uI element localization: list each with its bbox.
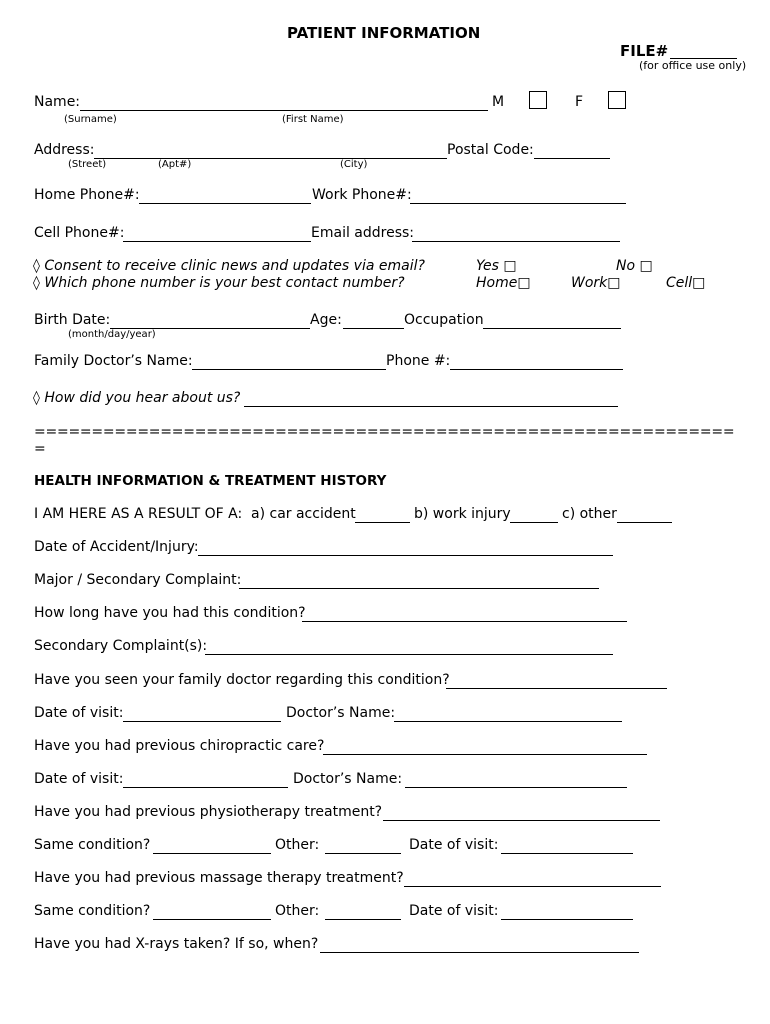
age-field[interactable] bbox=[343, 328, 404, 329]
address-field[interactable] bbox=[94, 158, 447, 159]
female-checkbox[interactable] bbox=[608, 91, 626, 109]
massage-label: Have you had previous massage therapy treatment? bbox=[34, 870, 404, 886]
consent-question: ◊ Consent to receive clinic news and updates via email? bbox=[33, 258, 425, 274]
massage-other-label: Other: bbox=[275, 903, 320, 919]
separator-line-wrap: = bbox=[34, 441, 46, 457]
page-title: PATIENT INFORMATION bbox=[287, 24, 481, 42]
surname-hint: (Surname) bbox=[64, 114, 117, 125]
doctor-phone-label: Phone #: bbox=[386, 353, 451, 369]
family-doctor-label: Family Doctor’s Name: bbox=[34, 353, 193, 369]
physio-same-condition-field[interactable] bbox=[153, 853, 271, 854]
postal-code-field[interactable] bbox=[534, 158, 610, 159]
firstname-hint: (First Name) bbox=[282, 114, 344, 125]
how-long-label: How long have you had this condition? bbox=[34, 605, 306, 621]
best-phone-home-option[interactable]: Home□ bbox=[476, 275, 531, 291]
doctor-name-label: Doctor’s Name: bbox=[286, 705, 396, 721]
work-injury-label: b) work injury bbox=[414, 506, 511, 522]
how-long-field[interactable] bbox=[302, 621, 627, 622]
male-label: M bbox=[492, 94, 505, 110]
physio-label: Have you had previous physiotherapy treatment? bbox=[34, 804, 383, 820]
birth-date-label: Birth Date: bbox=[34, 312, 111, 328]
physio-same-condition-label: Same condition? bbox=[34, 837, 151, 853]
best-phone-cell-option[interactable]: Cell□ bbox=[666, 275, 706, 291]
secondary-complaint-field[interactable] bbox=[205, 654, 613, 655]
result-prefix: I AM HERE AS A RESULT OF A: bbox=[34, 506, 243, 522]
work-injury-field[interactable] bbox=[510, 522, 558, 523]
work-phone-label: Work Phone#: bbox=[312, 187, 412, 203]
chiro-visit-date-field[interactable] bbox=[123, 787, 288, 788]
occupation-field[interactable] bbox=[483, 328, 621, 329]
heard-about-field[interactable] bbox=[244, 406, 618, 407]
major-complaint-field[interactable] bbox=[239, 588, 599, 589]
massage-same-condition-label: Same condition? bbox=[34, 903, 151, 919]
chiro-visit-date-label: Date of visit: bbox=[34, 771, 124, 787]
doctor-visit-date-label: Date of visit: bbox=[34, 705, 124, 721]
age-label: Age: bbox=[310, 312, 342, 328]
home-phone-label: Home Phone#: bbox=[34, 187, 140, 203]
seen-doctor-field[interactable] bbox=[446, 688, 667, 689]
doctor-phone-field[interactable] bbox=[450, 369, 623, 370]
separator-line: ============================================================= bbox=[34, 424, 735, 440]
address-label: Address: bbox=[34, 142, 95, 158]
chiro-doctor-name-label: Doctor’s Name: bbox=[293, 771, 403, 787]
massage-field[interactable] bbox=[404, 886, 661, 887]
massage-same-condition-field[interactable] bbox=[153, 919, 271, 920]
physio-field[interactable] bbox=[383, 820, 660, 821]
best-phone-work-option[interactable]: Work□ bbox=[571, 275, 621, 291]
cell-phone-label: Cell Phone#: bbox=[34, 225, 125, 241]
file-label: FILE# bbox=[620, 42, 669, 60]
city-hint: (City) bbox=[340, 159, 368, 170]
occupation-label: Occupation bbox=[404, 312, 484, 328]
physio-other-label: Other: bbox=[275, 837, 320, 853]
massage-visit-date-label: Date of visit: bbox=[409, 903, 499, 919]
cell-phone-field[interactable] bbox=[123, 241, 311, 242]
email-field[interactable] bbox=[412, 241, 620, 242]
home-phone-field[interactable] bbox=[139, 203, 311, 204]
name-label: Name: bbox=[34, 94, 81, 110]
chiro-label: Have you had previous chiropractic care? bbox=[34, 738, 325, 754]
physio-visit-date-field[interactable] bbox=[501, 853, 633, 854]
xrays-label: Have you had X-rays taken? If so, when? bbox=[34, 936, 319, 952]
female-label: F bbox=[575, 94, 584, 110]
work-phone-field[interactable] bbox=[410, 203, 626, 204]
other-cause-field[interactable] bbox=[617, 522, 672, 523]
other-cause-label: c) other bbox=[562, 506, 617, 522]
office-use-note: (for office use only) bbox=[639, 59, 747, 72]
xrays-field[interactable] bbox=[320, 952, 639, 953]
accident-date-field[interactable] bbox=[198, 555, 613, 556]
massage-other-field[interactable] bbox=[325, 919, 401, 920]
doctor-visit-date-field[interactable] bbox=[123, 721, 281, 722]
birth-date-hint: (month/day/year) bbox=[68, 329, 156, 340]
chiro-field[interactable] bbox=[323, 754, 647, 755]
family-doctor-field[interactable] bbox=[192, 369, 386, 370]
doctor-name-field[interactable] bbox=[394, 721, 622, 722]
consent-yes-option[interactable]: Yes □ bbox=[476, 258, 517, 274]
physio-other-field[interactable] bbox=[325, 853, 401, 854]
male-checkbox[interactable] bbox=[529, 91, 547, 109]
car-accident-label: a) car accident bbox=[251, 506, 356, 522]
street-hint: (Street) bbox=[68, 159, 107, 170]
major-complaint-label: Major / Secondary Complaint: bbox=[34, 572, 242, 588]
health-section-title: HEALTH INFORMATION & TREATMENT HISTORY bbox=[34, 473, 387, 489]
seen-doctor-label: Have you seen your family doctor regarding this condition? bbox=[34, 672, 450, 688]
chiro-doctor-name-field[interactable] bbox=[405, 787, 627, 788]
accident-date-label: Date of Accident/Injury: bbox=[34, 539, 199, 555]
best-phone-question: ◊ Which phone number is your best contact number? bbox=[33, 275, 405, 291]
consent-no-option[interactable]: No □ bbox=[616, 258, 653, 274]
name-field[interactable] bbox=[80, 110, 488, 111]
massage-visit-date-field[interactable] bbox=[501, 919, 633, 920]
car-accident-field[interactable] bbox=[355, 522, 410, 523]
email-label: Email address: bbox=[311, 225, 415, 241]
postal-code-label: Postal Code: bbox=[447, 142, 534, 158]
apt-hint: (Apt#) bbox=[158, 159, 192, 170]
heard-about-label: ◊ How did you hear about us? bbox=[33, 390, 241, 406]
secondary-complaint-label: Secondary Complaint(s): bbox=[34, 638, 208, 654]
physio-visit-date-label: Date of visit: bbox=[409, 837, 499, 853]
